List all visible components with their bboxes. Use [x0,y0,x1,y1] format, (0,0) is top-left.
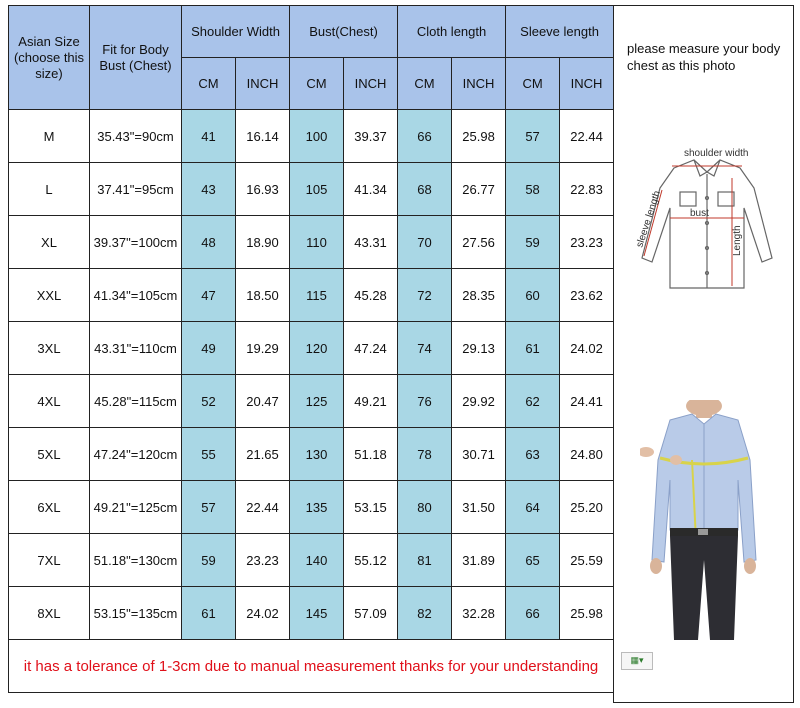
cell-fit: 43.31"=110cm [90,322,182,375]
cell-bust-in: 57.09 [344,587,398,640]
cell-bust-cm: 135 [290,481,344,534]
cell-sl-in: 22.83 [560,163,614,216]
cell-sl-cm: 58 [506,163,560,216]
cell-sl-cm: 62 [506,375,560,428]
size-chart-table [8,5,614,693]
table-row [9,163,614,216]
cell-len-in: 26.77 [452,163,506,216]
cell-sw-in: 23.23 [236,534,290,587]
cell-bust-in: 49.21 [344,375,398,428]
header-asian-size: Asian Size (choose this size) [9,6,90,110]
cell-bust-cm: 145 [290,587,344,640]
cell-sw-cm: 55 [182,428,236,481]
cell-sw-cm: 52 [182,375,236,428]
cell-sl-in: 25.98 [560,587,614,640]
cell-len-cm: 82 [398,587,452,640]
cell-bust-in: 55.12 [344,534,398,587]
table-row [9,428,614,481]
cell-fit: 53.15"=135cm [90,587,182,640]
header-cloth-length: Cloth length [398,6,506,58]
shirt-measurement-diagram [632,138,782,298]
diagram-bust-label: bust [690,208,709,219]
header-row-groups [9,6,614,58]
cell-sw-cm: 48 [182,216,236,269]
cell-sl-in: 25.20 [560,481,614,534]
cell-sw-cm: 61 [182,587,236,640]
cell-bust-cm: 130 [290,428,344,481]
cell-fit: 51.18"=130cm [90,534,182,587]
unit-cm: CM [506,58,560,110]
model-measuring-chest-photo [640,400,765,640]
unit-inch: INCH [236,58,290,110]
cell-sl-in: 23.23 [560,216,614,269]
cell-sl-cm: 60 [506,269,560,322]
table-row [9,110,614,163]
cell-bust-cm: 105 [290,163,344,216]
cell-sw-in: 18.50 [236,269,290,322]
cell-size: M [9,110,90,163]
diagram-shoulder-label: shoulder width [684,148,749,159]
cell-sw-cm: 59 [182,534,236,587]
measurement-guide-panel [613,5,794,703]
cell-sw-in: 22.44 [236,481,290,534]
cell-sl-cm: 61 [506,322,560,375]
table-body [9,110,614,640]
cell-len-cm: 78 [398,428,452,481]
diagram-length-label: Length [732,225,743,256]
cell-bust-cm: 140 [290,534,344,587]
cell-sw-in: 20.47 [236,375,290,428]
note-row [9,640,614,693]
cell-size: 3XL [9,322,90,375]
cell-sw-in: 24.02 [236,587,290,640]
paste-options-icon[interactable]: ▦▾ [621,652,653,670]
table-row [9,587,614,640]
cell-bust-in: 47.24 [344,322,398,375]
table-row [9,216,614,269]
cell-len-in: 28.35 [452,269,506,322]
cell-len-in: 32.28 [452,587,506,640]
cell-sw-in: 16.93 [236,163,290,216]
cell-bust-in: 53.15 [344,481,398,534]
cell-size: XXL [9,269,90,322]
cell-sw-in: 18.90 [236,216,290,269]
cell-fit: 47.24"=120cm [90,428,182,481]
cell-bust-in: 51.18 [344,428,398,481]
cell-sl-in: 23.62 [560,269,614,322]
cell-bust-in: 45.28 [344,269,398,322]
cell-sl-in: 24.02 [560,322,614,375]
cell-bust-cm: 110 [290,216,344,269]
cell-sw-cm: 49 [182,322,236,375]
cell-len-cm: 81 [398,534,452,587]
header-fit-bust: Fit for Body Bust (Chest) [90,6,182,110]
unit-inch: INCH [344,58,398,110]
cell-len-in: 25.98 [452,110,506,163]
cell-fit: 41.34"=105cm [90,269,182,322]
diagram-sleeve-label: sleeve length [634,189,664,249]
cell-len-in: 31.89 [452,534,506,587]
cell-sw-cm: 57 [182,481,236,534]
cell-bust-in: 39.37 [344,110,398,163]
cell-size: 7XL [9,534,90,587]
cell-bust-in: 43.31 [344,216,398,269]
unit-inch: INCH [452,58,506,110]
cell-sl-in: 24.80 [560,428,614,481]
cell-sl-cm: 57 [506,110,560,163]
cell-sl-cm: 64 [506,481,560,534]
cell-len-in: 27.56 [452,216,506,269]
tolerance-note: it has a tolerance of 1-3cm due to manual measurement thanks for your understanding [9,640,614,693]
cell-sw-in: 21.65 [236,428,290,481]
cell-sl-cm: 66 [506,587,560,640]
cell-bust-cm: 115 [290,269,344,322]
cell-sl-cm: 59 [506,216,560,269]
cell-len-in: 29.92 [452,375,506,428]
cell-len-in: 29.13 [452,322,506,375]
cell-size: 8XL [9,587,90,640]
cell-size: 4XL [9,375,90,428]
cell-sl-cm: 63 [506,428,560,481]
table-row [9,375,614,428]
cell-size: XL [9,216,90,269]
cell-fit: 35.43"=90cm [90,110,182,163]
cell-sw-cm: 47 [182,269,236,322]
cell-len-in: 30.71 [452,428,506,481]
cell-len-cm: 72 [398,269,452,322]
cell-fit: 45.28"=115cm [90,375,182,428]
header-bust: Bust(Chest) [290,6,398,58]
cell-len-cm: 68 [398,163,452,216]
cell-sw-in: 16.14 [236,110,290,163]
header-sleeve-length: Sleeve length [506,6,614,58]
measure-instruction: please measure your body chest as this photo [627,41,781,73]
cell-len-cm: 74 [398,322,452,375]
cell-sw-cm: 43 [182,163,236,216]
unit-cm: CM [398,58,452,110]
cell-fit: 49.21"=125cm [90,481,182,534]
cell-len-cm: 80 [398,481,452,534]
table-row [9,322,614,375]
table-row [9,269,614,322]
cell-fit: 39.37"=100cm [90,216,182,269]
cell-sl-in: 22.44 [560,110,614,163]
header-shoulder-width: Shoulder Width [182,6,290,58]
cell-sl-in: 24.41 [560,375,614,428]
cell-len-in: 31.50 [452,481,506,534]
cell-sl-in: 25.59 [560,534,614,587]
cell-sw-cm: 41 [182,110,236,163]
cell-len-cm: 76 [398,375,452,428]
cell-size: 5XL [9,428,90,481]
unit-cm: CM [182,58,236,110]
cell-sl-cm: 65 [506,534,560,587]
cell-bust-cm: 120 [290,322,344,375]
cell-len-cm: 70 [398,216,452,269]
cell-fit: 37.41"=95cm [90,163,182,216]
cell-size: 6XL [9,481,90,534]
table-row [9,534,614,587]
cell-sw-in: 19.29 [236,322,290,375]
cell-bust-in: 41.34 [344,163,398,216]
cell-bust-cm: 125 [290,375,344,428]
cell-size: L [9,163,90,216]
table-row [9,481,614,534]
cell-bust-cm: 100 [290,110,344,163]
cell-len-cm: 66 [398,110,452,163]
unit-cm: CM [290,58,344,110]
unit-inch: INCH [560,58,614,110]
